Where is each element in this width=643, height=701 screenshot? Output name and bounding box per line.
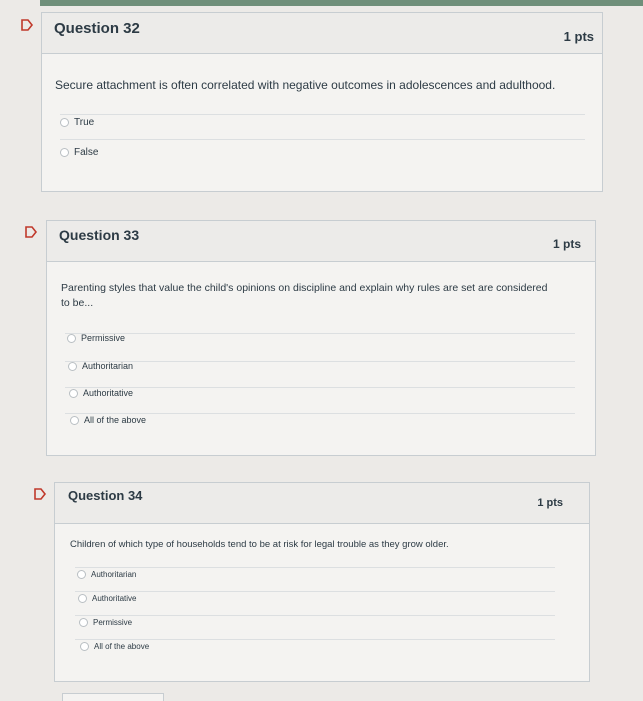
answer-label: All of the above <box>94 642 150 651</box>
answer-divider <box>60 139 585 140</box>
answer-label: Authoritative <box>92 594 137 603</box>
answer-divider <box>65 413 575 414</box>
radio-button[interactable] <box>78 594 87 603</box>
question-text: Parenting styles that value the child's opinions on discipline and explain why rules are set are considered to be... <box>61 282 548 310</box>
answer-label: Permissive <box>81 333 126 343</box>
radio-button[interactable] <box>67 334 76 343</box>
radio-button[interactable] <box>70 416 79 425</box>
answer-label: Authoritarian <box>91 570 137 579</box>
question-header <box>42 13 602 54</box>
radio-button[interactable] <box>60 148 69 157</box>
answer-label: All of the above <box>84 415 147 425</box>
answer-divider <box>60 114 585 115</box>
radio-button[interactable] <box>69 389 78 398</box>
question-header <box>55 483 589 524</box>
question-32-card <box>41 12 603 192</box>
question-header <box>47 221 595 262</box>
answer-divider <box>75 591 555 592</box>
answer-option-true[interactable] <box>60 117 94 128</box>
flag-question-icon[interactable] <box>24 226 38 238</box>
answer-option-permissive[interactable] <box>79 618 132 627</box>
question-text: Children of which type of households tend to be at risk for legal trouble as they grow older. <box>70 539 449 550</box>
top-accent-bar <box>40 0 643 6</box>
radio-button[interactable] <box>79 618 88 627</box>
answer-option-authoritative[interactable] <box>78 594 136 603</box>
answer-divider <box>75 567 555 568</box>
radio-button[interactable] <box>77 570 86 579</box>
answer-option-permissive[interactable] <box>67 333 125 343</box>
question-text: Secure attachment is often correlated with negative outcomes in adolescences and adulthood. <box>55 78 556 92</box>
answer-divider <box>65 333 575 334</box>
answer-label: Authoritarian <box>82 361 134 371</box>
question-points: 1 pts <box>537 497 563 509</box>
question-title: Question 33 <box>59 227 140 243</box>
question-34-card <box>54 482 590 682</box>
answer-label: Authoritative <box>83 388 134 398</box>
flag-question-icon[interactable] <box>20 19 34 31</box>
answer-option-authoritarian[interactable] <box>68 361 133 371</box>
answer-option-authoritarian[interactable] <box>77 570 136 579</box>
answer-divider <box>65 387 575 388</box>
answer-option-false[interactable] <box>60 147 98 158</box>
flag-question-icon[interactable] <box>33 488 47 500</box>
answer-divider <box>75 639 555 640</box>
answer-label: Permissive <box>93 618 133 627</box>
radio-button[interactable] <box>68 362 77 371</box>
answer-option-all-of-the-above[interactable] <box>80 642 149 651</box>
radio-button[interactable] <box>80 642 89 651</box>
answer-divider <box>75 615 555 616</box>
answer-label: True <box>74 117 95 128</box>
question-points: 1 pts <box>563 29 594 44</box>
radio-button[interactable] <box>60 118 69 127</box>
answer-option-all-of-the-above[interactable] <box>70 415 146 425</box>
question-points: 1 pts <box>552 237 581 251</box>
question-title: Question 32 <box>54 20 140 37</box>
question-title: Question 34 <box>68 488 143 503</box>
answer-divider <box>65 361 575 362</box>
answer-option-authoritative[interactable] <box>69 388 133 398</box>
question-33-card <box>46 220 596 456</box>
answer-label: False <box>74 147 99 158</box>
